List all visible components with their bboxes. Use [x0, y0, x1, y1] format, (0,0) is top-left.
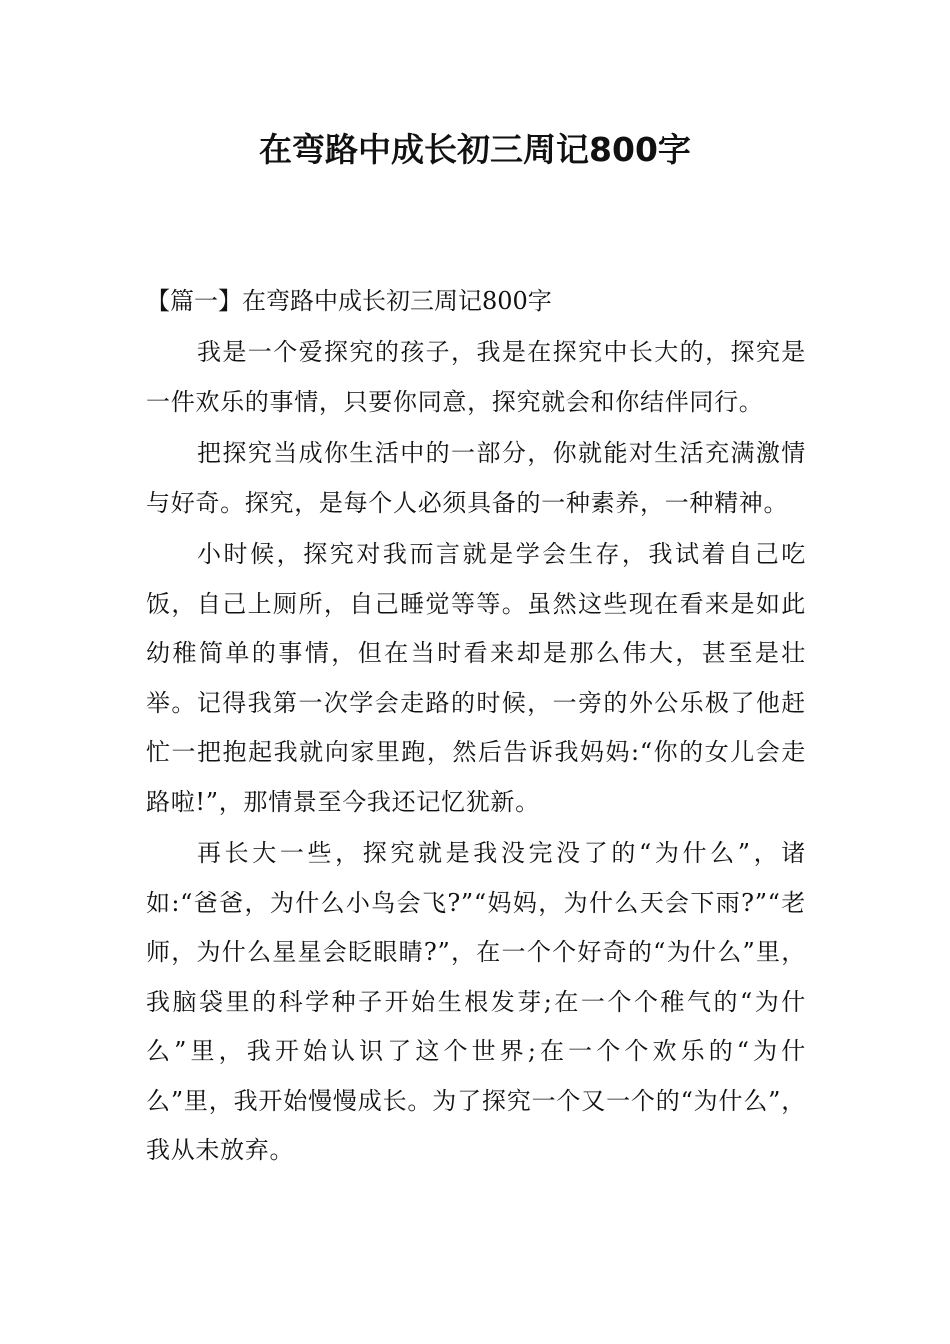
paragraph-1: 我是一个爱探究的孩子，我是在探究中长大的，探究是一件欢乐的事情，只要你同意，探究就会和你结伴同行。 — [146, 338, 806, 416]
paragraph-4: 再长大一些，探究就是我没完没了的“为什么”，诸如:“爸爸，为什么小鸟会飞?”“妈妈，为什么天会下雨?”“老师，为什么星星会眨眼睛?”，在一个个好奇的“为什么”里，我脑袋里的科学种子开始生根发芽;在一个个稚气的“为什么”里，我开始认识了这个世界;在一个个欢乐的“为什么”里，我开始慢慢成长。为了探究一个又一个的“为什么”，我从未放弃。 — [146, 839, 806, 1164]
document-body — [146, 277, 806, 1176]
paragraph-3: 小时候，探究对我而言就是学会生存，我试着自己吃饭，自己上厕所，自己睡觉等等。虽然这些现在看来是如此幼稚简单的事情，但在当时看来却是那么伟大，甚至是壮举。记得我第一次学会走路的时候，一旁的外公乐极了他赶忙一把抱起我就向家里跑，然后告诉我妈妈:“你的女儿会走路啦!”，那情景至今我还记忆犹新。 — [146, 540, 806, 816]
document-title: 在弯路中成长初三周记800字 — [259, 130, 691, 169]
paragraph-2: 把探究当成你生活中的一部分，你就能对生活充满激情与好奇。探究，是每个人必须具备的一种素养，一种精神。 — [146, 439, 806, 517]
section-heading: 【篇一】在弯路中成长初三周记800字 — [146, 287, 552, 315]
